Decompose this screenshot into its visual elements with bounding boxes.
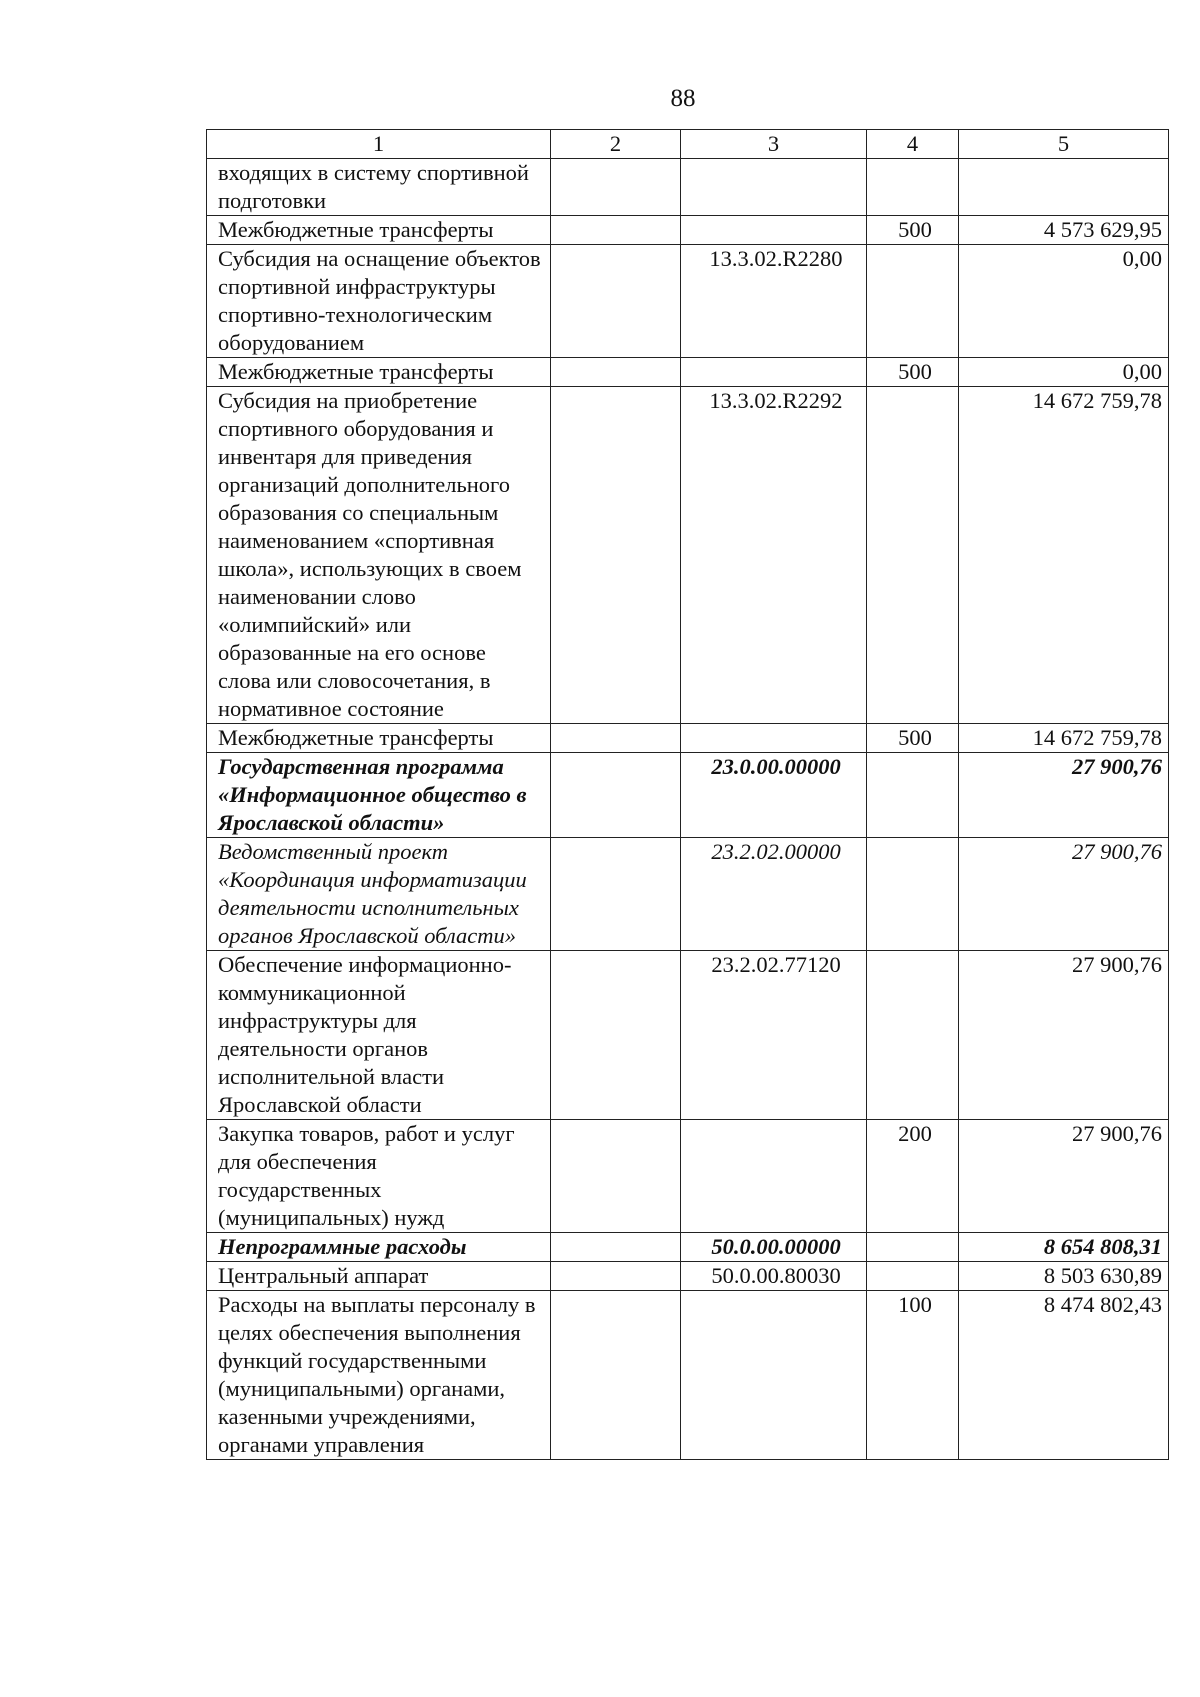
- table-row: [207, 753, 1169, 838]
- cell-expense-type: [867, 387, 959, 724]
- cell-code: [681, 216, 867, 245]
- cell-amount: 4 573 629,95: [959, 216, 1169, 245]
- cell-amount: 27 900,76: [959, 1120, 1169, 1233]
- cell-code: 13.3.02.R2280: [681, 245, 867, 358]
- cell-col2: [551, 753, 681, 838]
- cell-amount: 14 672 759,78: [959, 387, 1169, 724]
- cell-name: Ведомственный проект «Координация информатизации деятельности исполнительных органов Ярославской области»: [207, 838, 551, 951]
- cell-col2: [551, 245, 681, 358]
- header-col-4: 4: [867, 130, 959, 159]
- cell-col2: [551, 951, 681, 1120]
- table-row: [207, 387, 1169, 724]
- header-col-1: 1: [207, 130, 551, 159]
- table-header-row: [207, 130, 1169, 159]
- cell-expense-type: [867, 159, 959, 216]
- cell-amount: 14 672 759,78: [959, 724, 1169, 753]
- cell-name: Непрограммные расходы: [207, 1233, 551, 1262]
- cell-name: Государственная программа «Информационное общество в Ярославской области»: [207, 753, 551, 838]
- cell-code: 23.2.02.00000: [681, 838, 867, 951]
- cell-name: Межбюджетные трансферты: [207, 358, 551, 387]
- cell-amount: 27 900,76: [959, 951, 1169, 1120]
- budget-table: [206, 129, 1169, 1460]
- cell-expense-type: 200: [867, 1120, 959, 1233]
- cell-col2: [551, 216, 681, 245]
- cell-name: Закупка товаров, работ и услуг для обеспечения государственных (муниципальных) нужд: [207, 1120, 551, 1233]
- cell-code: 50.0.00.00000: [681, 1233, 867, 1262]
- cell-name: Центральный аппарат: [207, 1262, 551, 1291]
- table-row: [207, 1262, 1169, 1291]
- cell-expense-type: 500: [867, 724, 959, 753]
- cell-code: [681, 724, 867, 753]
- cell-code: 13.3.02.R2292: [681, 387, 867, 724]
- table-row: [207, 838, 1169, 951]
- table-row: [207, 1233, 1169, 1262]
- cell-amount: 27 900,76: [959, 753, 1169, 838]
- cell-name: Субсидия на оснащение объектов спортивной инфраструктуры спортивно-технологическим оборудованием: [207, 245, 551, 358]
- cell-expense-type: 100: [867, 1291, 959, 1460]
- table-body: [207, 159, 1169, 1460]
- cell-amount: 0,00: [959, 358, 1169, 387]
- cell-expense-type: [867, 1233, 959, 1262]
- cell-name: Обеспечение информационно-коммуникационной инфраструктуры для деятельности органов исполнительной власти Ярославской области: [207, 951, 551, 1120]
- cell-name: Межбюджетные трансферты: [207, 724, 551, 753]
- cell-expense-type: 500: [867, 216, 959, 245]
- table-row: [207, 159, 1169, 216]
- header-col-5: 5: [959, 130, 1169, 159]
- cell-col2: [551, 358, 681, 387]
- cell-name: входящих в систему спортивной подготовки: [207, 159, 551, 216]
- cell-amount: 0,00: [959, 245, 1169, 358]
- cell-amount: 8 503 630,89: [959, 1262, 1169, 1291]
- header-col-2: 2: [551, 130, 681, 159]
- cell-expense-type: 500: [867, 358, 959, 387]
- cell-col2: [551, 159, 681, 216]
- cell-col2: [551, 387, 681, 724]
- cell-code: 23.2.02.77120: [681, 951, 867, 1120]
- cell-code: [681, 1120, 867, 1233]
- cell-col2: [551, 1262, 681, 1291]
- header-col-3: 3: [681, 130, 867, 159]
- cell-name: Субсидия на приобретение спортивного оборудования и инвентаря для приведения организаций дополнительного образования со специальным наименованием «спортивная школа», использующих в своем наименовании слово «олимпийский» или образованные на его основе слова или словосочетания, в нормативное состояние: [207, 387, 551, 724]
- cell-expense-type: [867, 753, 959, 838]
- page-number: 88: [670, 85, 696, 112]
- cell-amount: 8 654 808,31: [959, 1233, 1169, 1262]
- cell-expense-type: [867, 245, 959, 358]
- table-row: [207, 245, 1169, 358]
- cell-expense-type: [867, 838, 959, 951]
- cell-name: Расходы на выплаты персоналу в целях обеспечения выполнения функций государственными (муниципальными) органами, казенными учреждениями, органами управления: [207, 1291, 551, 1460]
- cell-expense-type: [867, 1262, 959, 1291]
- cell-name: Межбюджетные трансферты: [207, 216, 551, 245]
- cell-code: 50.0.00.80030: [681, 1262, 867, 1291]
- table-row: [207, 1291, 1169, 1460]
- cell-amount: 27 900,76: [959, 838, 1169, 951]
- cell-col2: [551, 724, 681, 753]
- table-row: [207, 358, 1169, 387]
- table-row: [207, 216, 1169, 245]
- table-row: [207, 1120, 1169, 1233]
- cell-code: [681, 159, 867, 216]
- cell-amount: 8 474 802,43: [959, 1291, 1169, 1460]
- cell-col2: [551, 1120, 681, 1233]
- table-row: [207, 951, 1169, 1120]
- table-row: [207, 724, 1169, 753]
- cell-col2: [551, 1291, 681, 1460]
- cell-code: [681, 1291, 867, 1460]
- cell-expense-type: [867, 951, 959, 1120]
- cell-col2: [551, 1233, 681, 1262]
- cell-code: [681, 358, 867, 387]
- cell-amount: [959, 159, 1169, 216]
- cell-code: 23.0.00.00000: [681, 753, 867, 838]
- cell-col2: [551, 838, 681, 951]
